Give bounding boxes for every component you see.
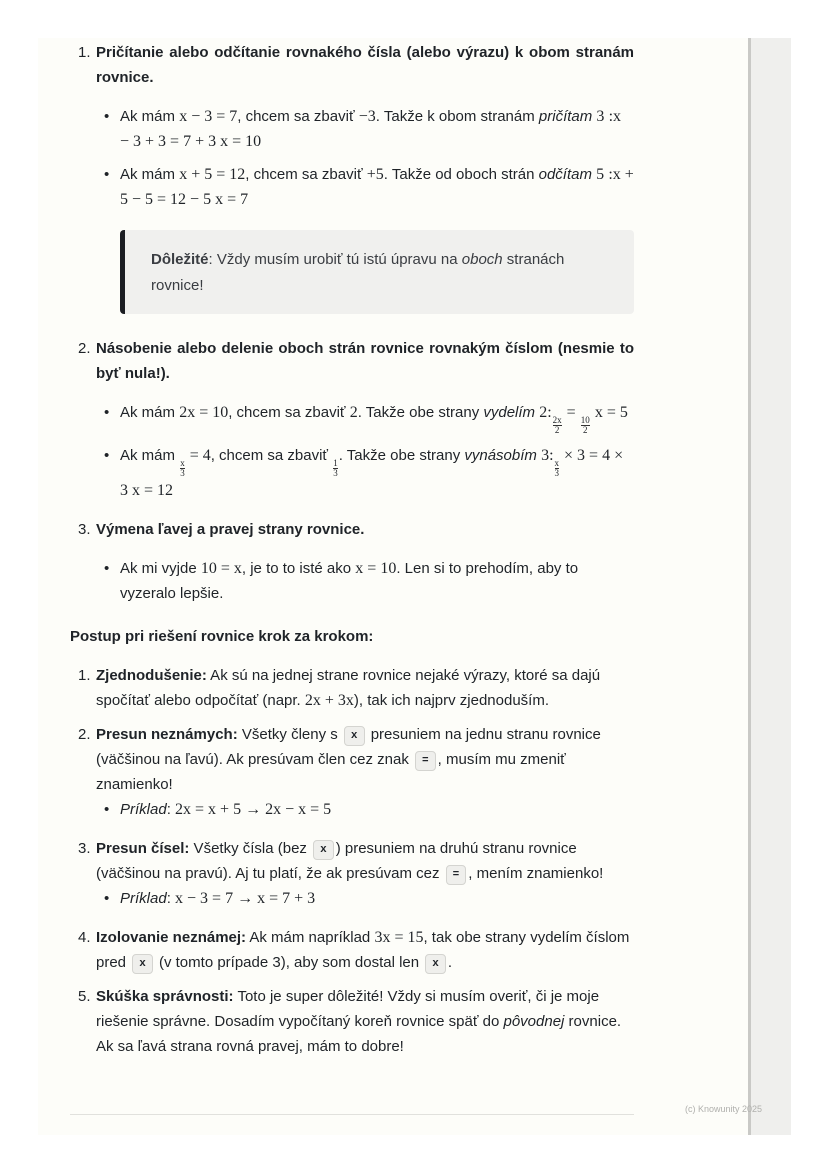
rule-number: 3.	[78, 521, 91, 538]
math: 3x = 15	[374, 929, 424, 946]
fraction	[581, 416, 590, 435]
rule-heading: Pričítanie alebo odčítanie rovnakého čísla (alebo výrazu) k obom stranám rovnice.	[96, 44, 634, 86]
section-title: Postup pri riešení rovnice krok za krokom:	[70, 628, 374, 645]
math: =	[562, 404, 580, 421]
important-callout	[120, 230, 634, 314]
emphasis: vydelím	[483, 404, 536, 421]
fraction	[180, 459, 185, 478]
text: , mením znamienko!	[468, 865, 604, 882]
emphasis: Príklad	[120, 801, 167, 818]
text: :	[166, 890, 176, 907]
emphasis: oboch	[461, 251, 503, 268]
example-item	[96, 886, 634, 911]
code-chip: x	[344, 726, 365, 746]
example-list	[96, 797, 634, 822]
bold-label: Dôležité	[151, 251, 209, 268]
text: , chcem sa zbaviť	[228, 404, 350, 421]
step-item	[70, 925, 634, 975]
math: × 3 = 4 × 3 x = 12	[120, 447, 624, 499]
text: ), tak ich najprv zjednoduším.	[353, 692, 550, 709]
fraction-denominator: 3	[554, 468, 560, 478]
math: 3:	[541, 447, 554, 464]
math: x + 5 = 12	[179, 166, 246, 183]
text: , musím mu zmeniť znamienko!	[96, 751, 566, 793]
step-item	[70, 836, 634, 911]
example-item	[96, 797, 634, 822]
text: Toto je super dôležité! Vždy si musím overiť, či je moje riešenie správne. Dosadím vypočítaný koreň rovnice späť do	[96, 988, 600, 1030]
text: Ak sú na jednej strane rovnice nejaké výrazy, ktoré sa dajú spočítať alebo odpočítať (napr.	[96, 667, 601, 709]
text: .	[447, 954, 453, 971]
step-item	[70, 663, 634, 713]
text: Všetky čísla (bez	[189, 840, 312, 857]
step-number: 4.	[78, 929, 91, 946]
math: x − 3 = 7	[179, 108, 238, 125]
bullet-item	[96, 104, 634, 154]
emphasis: odčítam	[538, 166, 592, 183]
math: x = 5	[594, 404, 628, 421]
text: Ak mám	[120, 404, 180, 421]
bullet-item	[96, 556, 634, 606]
text: , je to to isté ako	[241, 560, 356, 577]
rule-item	[70, 336, 634, 503]
bullet-item	[96, 162, 634, 212]
math: −3	[358, 108, 376, 125]
fraction	[553, 416, 562, 435]
math: x − 3 = 7 → x = 7 + 3	[175, 890, 316, 907]
fraction	[333, 459, 338, 478]
rule-heading: Výmena ľavej a pravej strany rovnice.	[96, 521, 365, 538]
text: Ak mám napríklad	[246, 929, 375, 946]
bullet-item	[96, 400, 634, 435]
math: 3	[596, 108, 605, 125]
fraction-numerator: x	[554, 458, 560, 468]
copyright: (c) Knowunity 2025	[685, 1104, 763, 1114]
side-scroll-strip[interactable]	[748, 38, 791, 1135]
text: Ak mám	[120, 447, 180, 464]
steps-list	[70, 663, 634, 1059]
text: rovnice. Ak sa ľavá strana rovná pravej, mám to dobre!	[96, 1013, 622, 1055]
emphasis: pôvodnej	[503, 1013, 565, 1030]
bullet-item	[96, 443, 634, 503]
text: (v tomto prípade 3), aby som dostal len	[154, 954, 424, 971]
math: x = 10	[355, 560, 397, 577]
code-chip: x	[425, 954, 446, 974]
text: Ak mám	[120, 108, 180, 125]
step-item	[70, 984, 634, 1059]
math: :x + 5 − 5 = 12 − 5 x = 7	[120, 166, 634, 208]
text: , chcem sa zbaviť	[237, 108, 359, 125]
rule-heading: Násobenie alebo delenie oboch strán rovnice rovnakým číslom (nesmie to byť nula!).	[96, 340, 634, 382]
math: +5	[366, 166, 384, 183]
rule-bullets	[96, 400, 634, 503]
rule-bullets	[96, 556, 634, 606]
math: :x − 3 + 3 = 7 + 3 x = 10	[120, 108, 622, 150]
bold-label: Presun čísel:	[96, 840, 190, 857]
text: , tak obe strany vydelím číslom pred	[96, 929, 630, 971]
rule-bullets	[96, 104, 634, 212]
step-text	[96, 925, 634, 975]
divider	[70, 1114, 634, 1115]
bold-label: Izolovanie neznámej:	[96, 929, 247, 946]
text: Ak mi vyjde	[120, 560, 201, 577]
math: 2	[349, 404, 358, 421]
text: . Len si to prehodím, aby to vyzeralo lepšie.	[120, 560, 579, 602]
fraction-numerator: x	[180, 458, 185, 468]
rule-item	[70, 40, 634, 314]
bold-label: Presun neznámych:	[96, 726, 238, 743]
math: 2:	[539, 404, 552, 421]
rules-list	[70, 40, 634, 606]
bold-label: Zjednodušenie:	[96, 667, 207, 684]
fraction-numerator: 2x	[552, 415, 562, 425]
step-text	[96, 663, 634, 713]
fraction-denominator: 2	[554, 425, 560, 435]
step-text	[96, 722, 634, 797]
text: . Takže obe strany	[357, 404, 484, 421]
text: ) presuniem na druhú stranu rovnice (väčšinou na pravú). Aj tu platí, že ak presúvam cez	[96, 840, 577, 882]
text: Ak mám	[120, 166, 180, 183]
math: 2x + 3x	[304, 692, 354, 709]
step-number: 1.	[78, 667, 91, 684]
fraction-denominator: 3	[333, 468, 338, 478]
step-item	[70, 722, 634, 822]
step-number: 2.	[78, 726, 91, 743]
example-list	[96, 886, 634, 911]
code-chip: =	[415, 751, 436, 771]
fraction-numerator: 10	[580, 415, 590, 425]
text: , chcem sa zbaviť	[210, 447, 333, 464]
emphasis: pričítam	[538, 108, 593, 125]
fraction-numerator: 1	[333, 458, 338, 468]
rule-number: 1.	[78, 44, 91, 61]
text: Všetky členy s	[237, 726, 342, 743]
math: 10 = x	[200, 560, 242, 577]
emphasis: Príklad	[120, 890, 167, 907]
math: 2x = x + 5 → 2x − x = 5	[175, 801, 332, 818]
step-number: 3.	[78, 840, 91, 857]
text: :	[166, 801, 176, 818]
text: presuniem na jednu stranu rovnice (väčšinou na ľavú). Ak presúvam člen cez znak	[96, 726, 601, 768]
rule-item	[70, 517, 634, 606]
text: stranách rovnice!	[151, 251, 565, 294]
math: 5	[596, 166, 605, 183]
code-chip: =	[446, 865, 467, 885]
text: . Takže k obom stranám	[375, 108, 539, 125]
text: : Vždy musím urobiť tú istú úpravu na	[208, 251, 462, 268]
emphasis: vynásobím	[464, 447, 537, 464]
math: = 4	[185, 447, 211, 464]
fraction-denominator: 2	[582, 425, 588, 435]
step-text	[96, 984, 634, 1059]
math: 2x = 10	[179, 404, 229, 421]
code-chip: x	[132, 954, 153, 974]
text: . Takže obe strany	[338, 447, 465, 464]
document-content	[70, 40, 634, 1068]
step-number: 5.	[78, 988, 91, 1005]
step-text	[96, 836, 634, 886]
text: , chcem sa zbaviť	[245, 166, 367, 183]
bold-label: Skúška správnosti:	[96, 988, 234, 1005]
code-chip: x	[313, 840, 334, 860]
fraction	[555, 459, 560, 478]
text: . Takže od oboch strán	[383, 166, 539, 183]
fraction-denominator: 3	[180, 468, 185, 478]
rule-number: 2.	[78, 340, 91, 357]
